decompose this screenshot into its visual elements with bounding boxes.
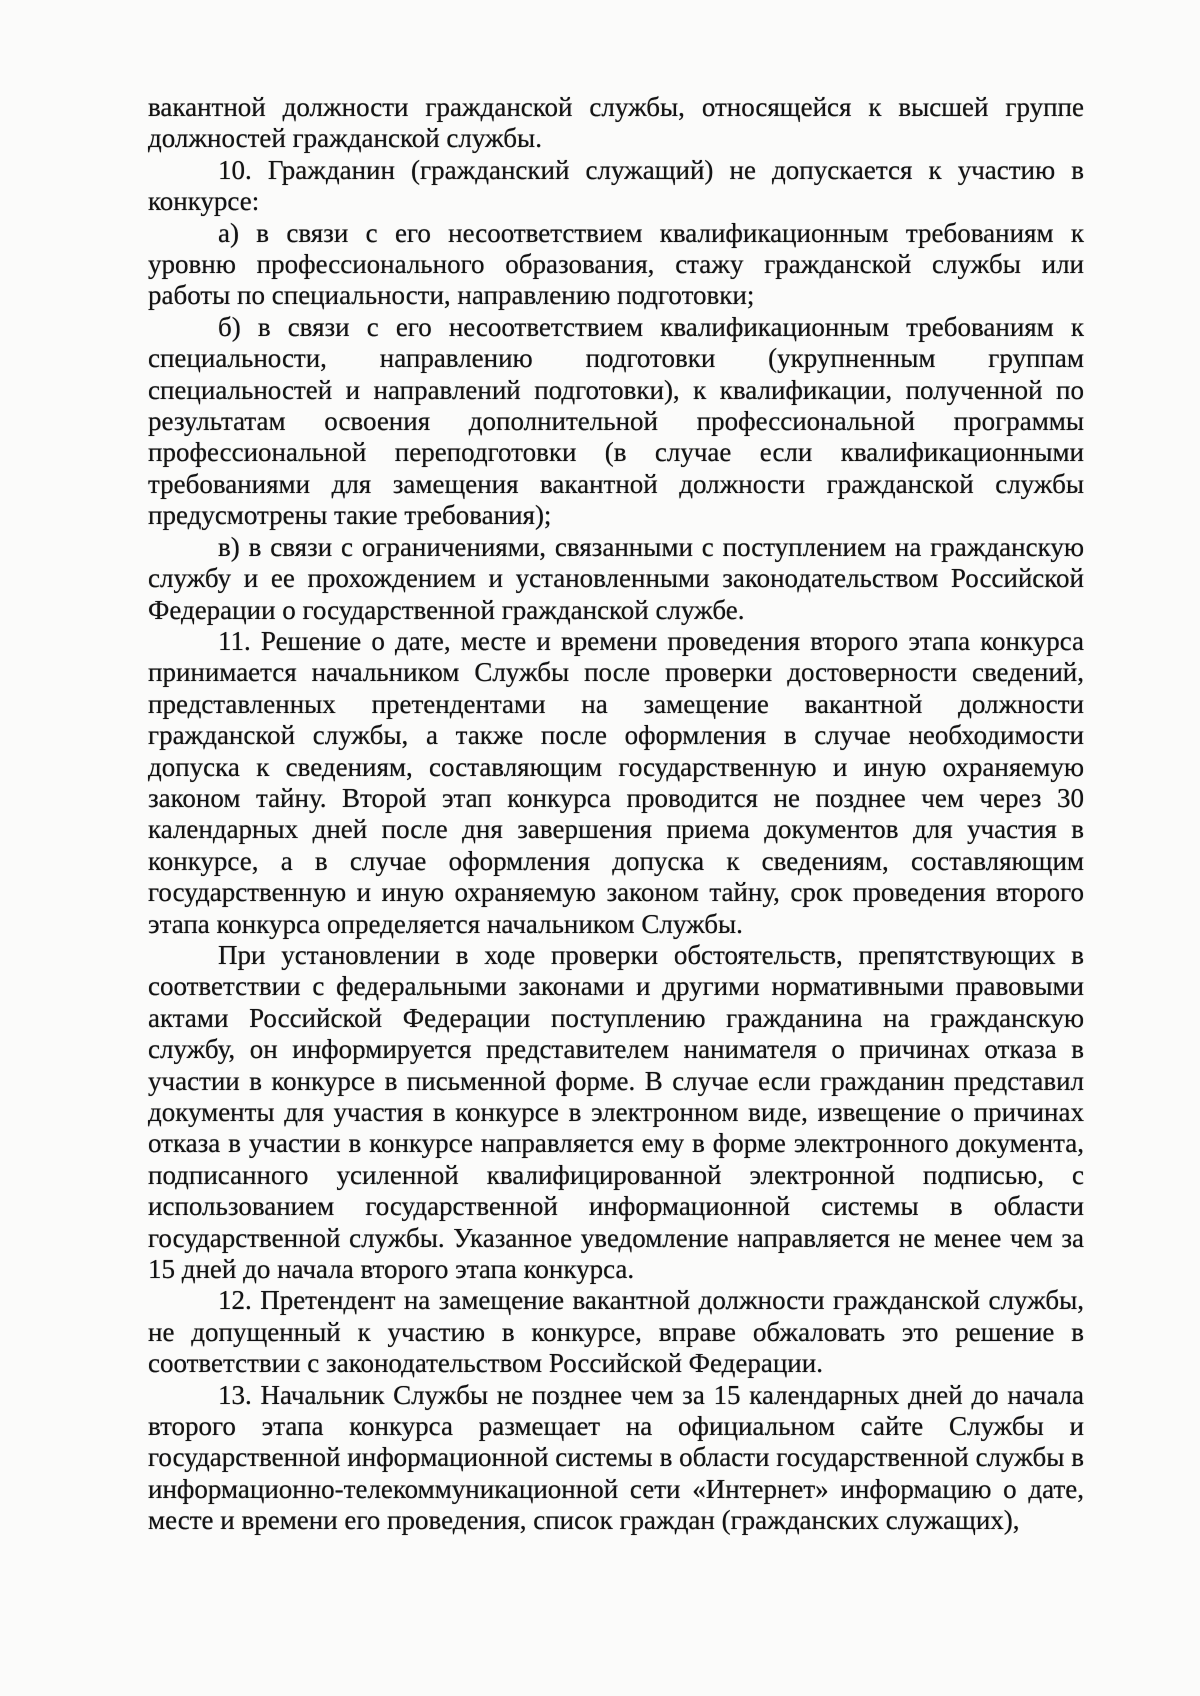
paragraph-subitem-b: б) в связи с его несоответствием квалификационным требованиям к специальности, направлению подготовки (укрупненным группам специальностей и направлений подготовки), к квалификации, полученной по результатам освоения дополнительной профессиональной программы профессиональной переподготовки (в случае если квалификационными требованиями для замещения вакантной должности гражданской службы предусмотрены такие требования); <box>148 311 1084 531</box>
paragraph-item-10: 10. Гражданин (гражданский служащий) не допускается к участию в конкурсе: <box>148 154 1084 217</box>
document-body <box>148 92 1084 1537</box>
paragraph-continuation: вакантной должности гражданской службы, относящейся к высшей группе должностей гражданской службы. <box>148 92 1084 154</box>
paragraph-subitem-a: а) в связи с его несоответствием квалификационным требованиям к уровню профессионального образования, стажу гражданской службы или работы по специальности, направлению подготовки; <box>148 217 1084 311</box>
paragraph-item-11-notice: При установлении в ходе проверки обстоятельств, препятствующих в соответствии с федеральными законами и другими нормативными правовыми актами Российской Федерации поступлению гражданина на гражданскую службу, он информируется представителем нанимателя о причинах отказа в участии в конкурсе в письменной форме. В случае если гражданин представил документы для участия в конкурсе в электронном виде, извещение о причинах отказа в участии в конкурсе направляется ему в форме электронного документа, подписанного усиленной квалифицированной электронной подписью, с использованием государственной информационной системы в области государственной службы. Указанное уведомление направляется не менее чем за 15 дней до начала второго этапа конкурса. <box>148 939 1084 1285</box>
paragraph-item-12: 12. Претендент на замещение вакантной должности гражданской службы, не допущенный к участию в конкурсе, вправе обжаловать это решение в соответствии с законодательством Российской Федерации. <box>148 1285 1084 1379</box>
paragraph-item-13: 13. Начальник Службы не позднее чем за 15 календарных дней до начала второго этапа конкурса размещает на официальном сайте Службы и государственной информационной системы в области государственной службы в информационно-телекоммуникационной сети «Интернет» информацию о дате, месте и времени его проведения, список граждан (гражданских служащих), <box>148 1379 1084 1536</box>
paragraph-subitem-v: в) в связи с ограничениями, связанными с поступлением на гражданскую службу и ее прохождением и установленными законодательством Российской Федерации о государственной гражданской службе. <box>148 531 1084 625</box>
paragraph-item-11: 11. Решение о дате, месте и времени проведения второго этапа конкурса принимается начальником Службы после проверки достоверности сведений, представленных претендентами на замещение вакантной должности гражданской службы, а также после оформления в случае необходимости допуска к сведениям, составляющим государственную и иную охраняемую законом тайну. Второй этап конкурса проводится не позднее чем через 30 календарных дней после дня завершения приема документов для участия в конкурсе, а в случае оформления допуска к сведениям, составляющим государственную и иную охраняемую законом тайну, срок проведения второго этапа конкурса определяется начальником Службы. <box>148 625 1084 939</box>
